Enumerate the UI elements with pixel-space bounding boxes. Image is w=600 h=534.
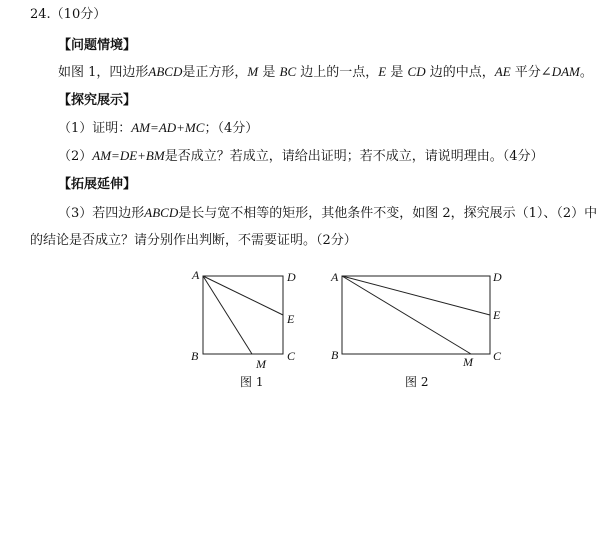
intro-part: 边上的一点， (300, 65, 379, 80)
fig1-square (203, 276, 283, 354)
fig1-label-m: M (256, 357, 266, 371)
var-dam: DAM (551, 64, 580, 79)
fig1-label-b: B (191, 349, 199, 363)
var-m: M (247, 64, 259, 79)
fig1-label-a: A (192, 268, 200, 282)
fig2-segment-am (342, 276, 471, 354)
var-abcd: ABCD (148, 64, 183, 79)
intro-part: 平分∠ (514, 65, 552, 80)
fig2-label-m: M (463, 355, 473, 369)
fig1-label-d: D (287, 270, 296, 284)
q1-expression: AM=AD+MC (131, 120, 205, 135)
q3-part: （3）若四边形 (58, 206, 145, 221)
q2-expression: AM=DE+BM (92, 148, 165, 163)
var-abcd: ABCD (144, 205, 179, 220)
var-e: E (378, 64, 387, 79)
fig1-label-c: C (287, 349, 296, 363)
section-title-problem-context: 【问题情境】 (58, 38, 137, 53)
q2-label: （2） (58, 149, 93, 164)
fig2-label-a: A (331, 270, 339, 284)
fig2-label-c: C (493, 349, 502, 363)
section-title-exploration: 【探究展示】 (58, 93, 137, 108)
intro-part: 是 (262, 65, 276, 80)
problem-number: 24.（10分） (30, 7, 107, 22)
section-title-extension: 【拓展延伸】 (58, 177, 137, 192)
var-cd: CD (407, 64, 426, 79)
var-bc: BC (279, 64, 297, 79)
intro-part: 如图 1，四边形 (58, 65, 149, 80)
fig2-label-b: B (331, 348, 339, 362)
intro-part: 边的中点， (429, 65, 495, 80)
var-ae: AE (494, 64, 511, 79)
intro-part: 是 (390, 65, 404, 80)
q2-tail: 是否成立？若成立，请给出证明；若不成立，请说明理由。（4分） (164, 149, 544, 164)
fig2-caption: 图 2 (405, 375, 429, 389)
q1-label: （1）证明： (58, 121, 132, 136)
figure-1 (203, 276, 283, 354)
fig2-label-d: D (493, 270, 502, 284)
fig1-label-e: E (287, 312, 295, 326)
intro-part: 是正方形， (182, 65, 248, 80)
intro-part: 。 (579, 65, 593, 80)
figure-2 (342, 276, 490, 354)
q3-part: 是长与宽不相等的矩形，其他条件不变，如图 2，探究展示（1）、（2）中 (178, 206, 598, 221)
fig1-caption: 图 1 (240, 375, 264, 389)
fig2-segment-ae (342, 276, 490, 315)
question-3-line-2: 的结论是否成立？请分别作出判断，不需要证明。（2分） (30, 233, 357, 248)
q1-tail: ；（4分） (204, 121, 259, 136)
fig2-label-e: E (493, 308, 501, 322)
fig2-rectangle (342, 276, 490, 354)
